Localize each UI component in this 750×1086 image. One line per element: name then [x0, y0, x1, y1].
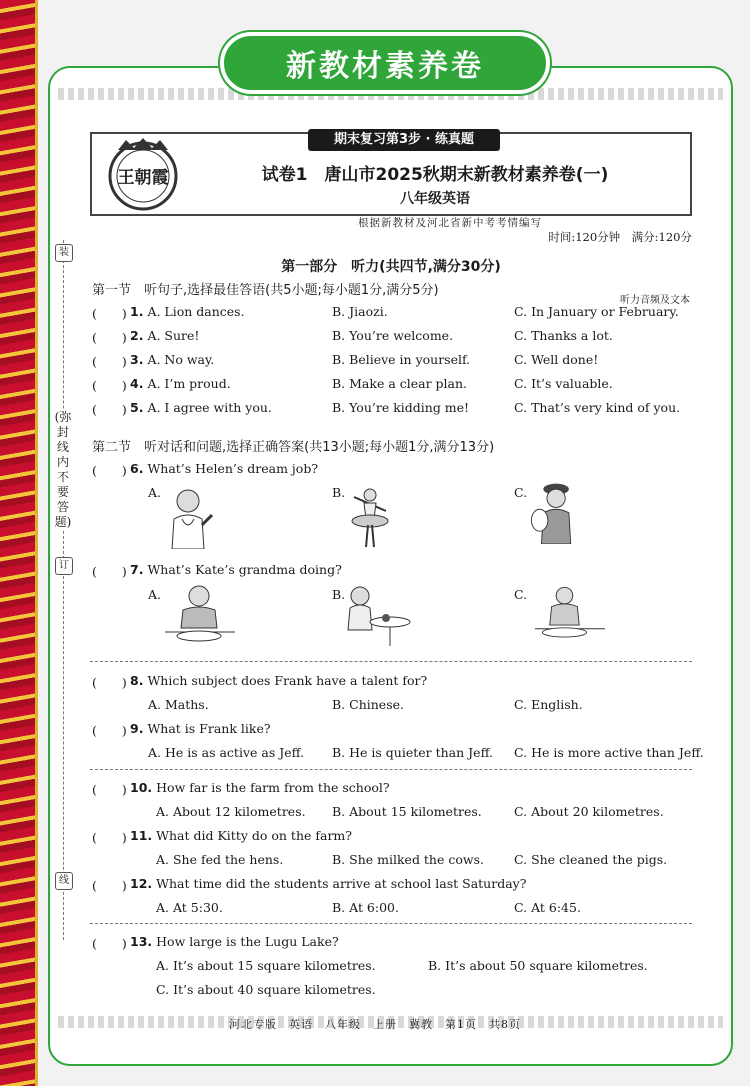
answer-blank[interactable]: ( )	[92, 354, 127, 369]
option-a: A. Sure!	[147, 328, 200, 343]
question-text: Which subject does Frank have a talent for?	[147, 673, 428, 688]
question-12	[92, 876, 702, 896]
question-1	[92, 304, 702, 324]
answer-blank[interactable]: ( )	[92, 330, 127, 345]
option-c: C. He is more active than Jeff.	[514, 745, 704, 760]
option-b: B.	[332, 485, 346, 500]
answer-blank[interactable]: ( )	[92, 830, 127, 845]
section2-heading: 第二节 听对话和问题,选择正确答案(共13小题;每小题1分,满分13分)	[92, 440, 495, 455]
question-text: How far is the farm from the school?	[156, 780, 390, 795]
question-13	[92, 934, 702, 954]
step-tab: 期末复习第3步 · 练真题	[308, 129, 500, 151]
option-c: C.	[514, 587, 528, 602]
logo-text: 王朝霞	[117, 168, 169, 188]
question-6	[92, 461, 702, 481]
answer-blank[interactable]: ( )	[92, 564, 127, 579]
part1-heading: 第一部分 听力(共四节,满分30分)	[281, 259, 501, 275]
option-c: C. English.	[514, 697, 583, 712]
option-b: B. Make a clear plan.	[332, 376, 468, 391]
header-banner	[220, 32, 550, 94]
option-b: B. He is quieter than Jeff.	[332, 745, 493, 760]
question-3	[92, 352, 702, 372]
question-2	[92, 328, 702, 348]
answer-blank[interactable]: ( )	[92, 782, 127, 797]
question-4	[92, 376, 702, 396]
question-number: 2.	[130, 328, 144, 343]
question-7	[92, 562, 702, 582]
decorative-ribbon	[0, 0, 38, 1086]
option-a: A. Maths.	[148, 697, 209, 712]
option-a: A. About 12 kilometres.	[156, 804, 306, 819]
option-c: C. In January or February.	[514, 304, 679, 319]
audio-note: 听力音频及文本	[620, 295, 690, 306]
option-b: B. It’s about 50 square kilometres.	[428, 958, 648, 973]
question-12-options	[92, 900, 702, 920]
option-c: C. It’s about 40 square kilometres.	[156, 982, 376, 997]
question-10	[92, 780, 702, 800]
question-11-options	[92, 852, 702, 872]
divider	[90, 661, 692, 662]
option-b: B.	[332, 587, 346, 602]
option-c: C. About 20 kilometres.	[514, 804, 664, 819]
option-c: C. At 6:45.	[514, 900, 581, 915]
grandma-making-dumplings-picture[interactable]	[165, 582, 235, 646]
option-c: C. Well done!	[514, 352, 599, 367]
option-a: A. I’m proud.	[147, 376, 231, 391]
question-11	[92, 828, 702, 848]
question-text: What time did the students arrive at school last Saturday?	[156, 876, 527, 891]
question-9	[92, 721, 702, 741]
answer-blank[interactable]: ( )	[92, 936, 127, 951]
question-number: 4.	[130, 376, 144, 391]
option-b: B. She milked the cows.	[332, 852, 484, 867]
question-number: 7.	[130, 562, 144, 577]
option-c: C. That’s very kind of you.	[514, 400, 681, 415]
option-a: A. She fed the hens.	[156, 852, 284, 867]
answer-blank[interactable]: ( )	[92, 723, 127, 738]
option-a: A.	[148, 485, 162, 500]
question-9-options	[92, 745, 702, 765]
answer-blank[interactable]: ( )	[92, 402, 127, 417]
answer-blank[interactable]: ( )	[92, 378, 127, 393]
option-b: B. You’re welcome.	[332, 328, 454, 343]
option-a: A. He is as active as Jeff.	[148, 745, 305, 760]
binding-line	[63, 240, 64, 940]
option-a: A.	[148, 587, 162, 602]
question-10-options	[92, 804, 702, 824]
answer-blank[interactable]: ( )	[92, 675, 127, 690]
exam-subtitle: 八年级英语	[400, 191, 470, 207]
question-text: How large is the Lugu Lake?	[156, 934, 339, 949]
doctor-picture[interactable]	[158, 485, 228, 549]
option-a: A. I agree with you.	[147, 400, 272, 415]
question-text: What’s Kate’s grandma doing?	[147, 562, 342, 577]
question-text: What’s Helen’s dream job?	[147, 461, 319, 476]
question-5	[92, 400, 702, 420]
painter-picture[interactable]	[522, 480, 592, 544]
option-b: B. About 15 kilometres.	[332, 804, 482, 819]
divider	[90, 769, 692, 770]
option-b: B. Chinese.	[332, 697, 404, 712]
option-b: B. Believe in yourself.	[332, 352, 471, 367]
grandma-cooking-picture[interactable]	[535, 582, 605, 646]
page-footer: 河北专版 英语 八年级 上册 冀教 第1页 共8页	[229, 1018, 521, 1031]
option-a: A. No way.	[147, 352, 215, 367]
question-number: 13.	[130, 934, 153, 949]
option-b: B. You’re kidding me!	[332, 400, 470, 415]
option-c: C.	[514, 485, 528, 500]
question-text: What did Kitty do on the farm?	[156, 828, 352, 843]
section1-heading: 第一节 听句子,选择最佳答语(共5小题;每小题1分,满分5分)	[92, 283, 439, 298]
divider	[90, 923, 692, 924]
exam-note: 根据新教材及河北省新中考考情编写	[358, 217, 542, 229]
option-a: A. It’s about 15 square kilometres.	[156, 958, 376, 973]
question-8	[92, 673, 702, 693]
question-number: 8.	[130, 673, 144, 688]
ballet-dancer-picture[interactable]	[338, 485, 408, 549]
time-info: 时间:120分钟 满分:120分	[548, 230, 692, 244]
question-number: 10.	[130, 780, 153, 795]
answer-blank[interactable]: ( )	[92, 306, 127, 321]
question-number: 11.	[130, 828, 153, 843]
publisher-logo	[96, 136, 190, 212]
option-b: B. Jiaozi.	[332, 304, 388, 319]
answer-blank[interactable]: ( )	[92, 463, 127, 478]
question-13-options-row1	[92, 958, 702, 978]
option-a: A. At 5:30.	[156, 900, 223, 915]
answer-blank[interactable]: ( )	[92, 878, 127, 893]
question-number: 9.	[130, 721, 144, 736]
option-a: A. Lion dances.	[147, 304, 245, 319]
question-13-options-row2	[92, 982, 702, 1002]
question-number: 6.	[130, 461, 144, 476]
question-number: 3.	[130, 352, 144, 367]
option-c: C. She cleaned the pigs.	[514, 852, 668, 867]
binding-mark-1: 装	[55, 244, 73, 262]
question-number: 1.	[130, 304, 144, 319]
binding-mark-3: 线	[55, 872, 73, 890]
question-8-options	[92, 697, 702, 717]
binding-text: (弥封线内不要答题)	[52, 410, 74, 530]
grandma-reading-picture[interactable]	[342, 582, 412, 646]
option-b: B. At 6:00.	[332, 900, 399, 915]
question-number: 5.	[130, 400, 144, 415]
option-c: C. It’s valuable.	[514, 376, 613, 391]
binding-mark-2: 订	[55, 557, 73, 575]
question-number: 12.	[130, 876, 153, 891]
banner-title: 新教材素养卷	[286, 49, 484, 84]
option-c: C. Thanks a lot.	[514, 328, 613, 343]
question-text: What is Frank like?	[147, 721, 271, 736]
exam-title: 试卷1 唐山市2025秋期末新教材素养卷(一)	[261, 165, 609, 185]
